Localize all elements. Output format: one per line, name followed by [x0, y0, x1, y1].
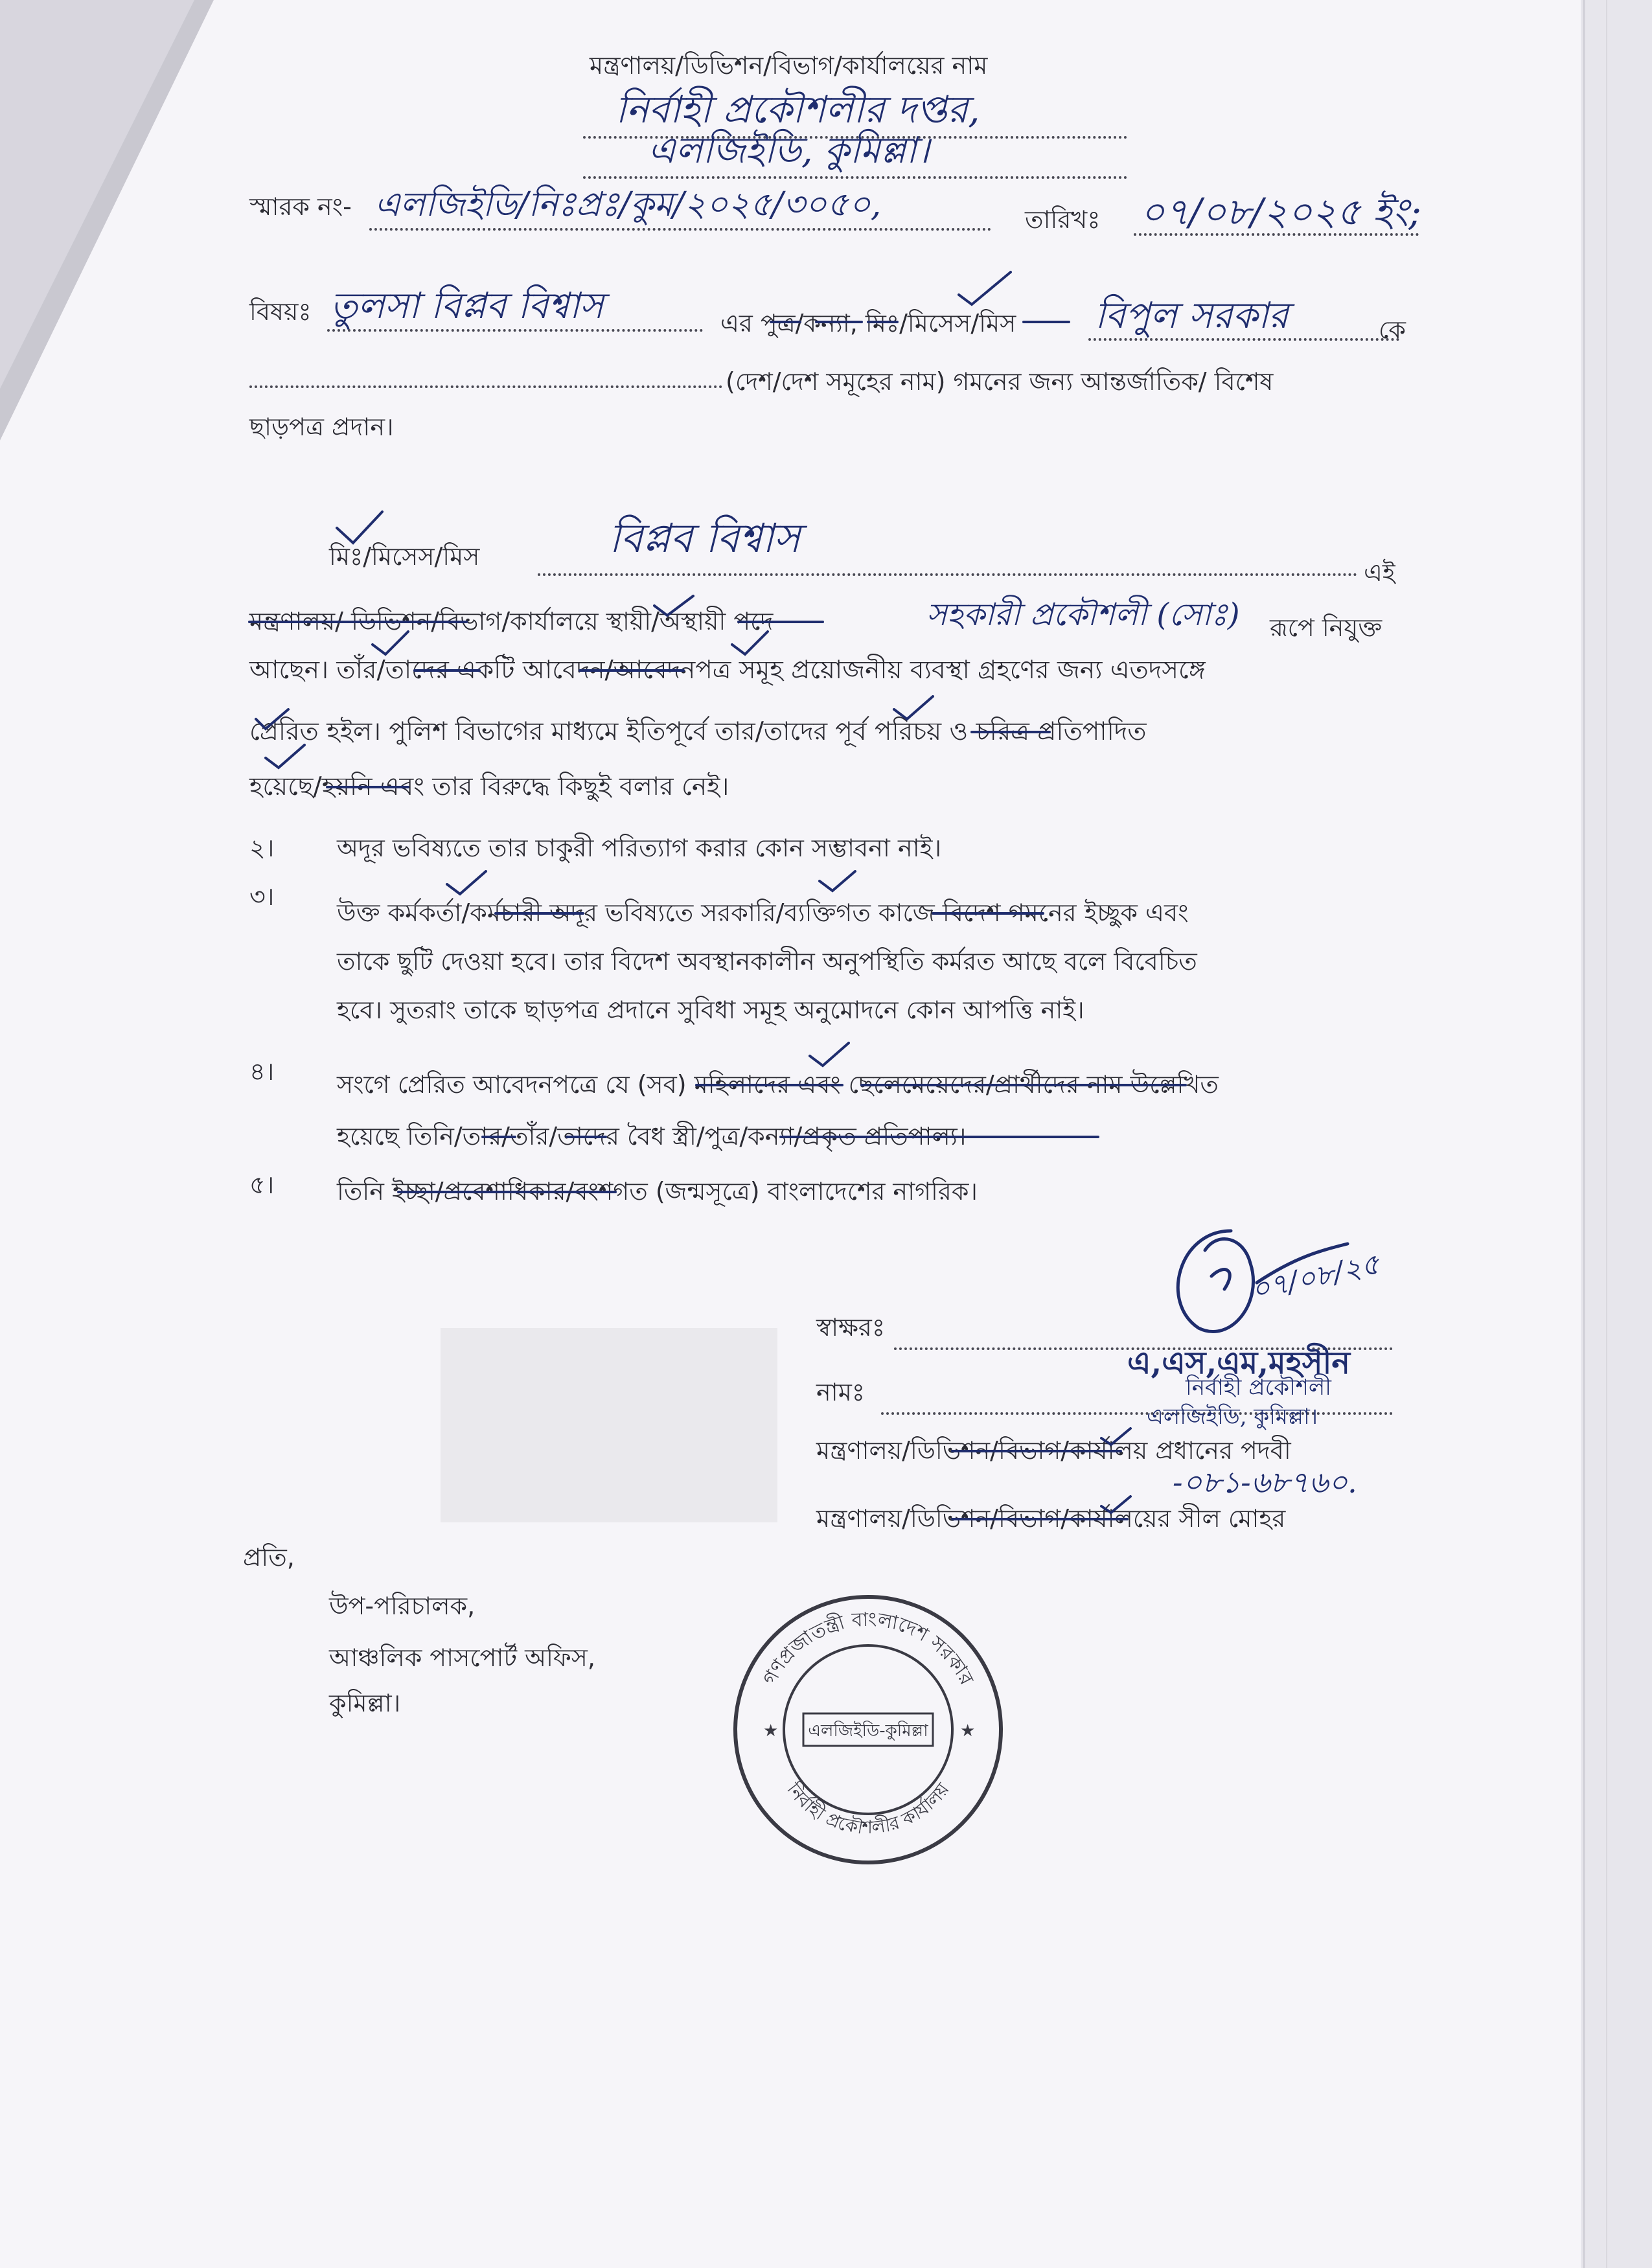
recipient-line1: উপ-পরিচালক,	[329, 1592, 476, 1620]
employee-name: বিপ্লব বিশ্বাস	[609, 514, 801, 562]
para1-line4: হয়েছে/হয়নি এবং তার বিরুদ্ধে কিছুই বলার নেই।	[249, 772, 729, 801]
item-3-line-3: হবে। সুতরাং তাকে ছাড়পত্র প্রদানে সুবিধা সমূহ অনুমোদনে কোন আপত্তি নাই।	[337, 996, 1084, 1024]
office-name-line2: এলজিইডি, কুমিল্লা।	[648, 130, 930, 172]
recipient-line3: কুমিল্লা।	[329, 1689, 401, 1717]
subject-label: বিষয়ঃ	[249, 297, 312, 326]
item-5-number: ৫।	[249, 1171, 275, 1199]
name-label: নামঃ	[816, 1378, 866, 1406]
title-label: মিঃ/মিসেস/মিস	[329, 542, 480, 571]
subject-person-name: বিপুল সরকার	[1095, 295, 1289, 337]
item-4-line-2: হয়েছে তিনি/তার/তাঁর/তাদের বৈধ স্ত্রী/পুত্র/কন্যা/প্রকৃত প্রতিপাল্য।	[337, 1122, 967, 1151]
subject-ke: কে	[1379, 315, 1406, 344]
subject-line2: (দেশ/দেশ সমূহের নাম) গমনের জন্য আন্তর্জাতিক/ বিশেষ	[726, 367, 1274, 396]
para1-line2: আছেন। তাঁর/তাদের একটি আবেদন/আবেদনপত্র সমূহ প্রয়োজনীয় ব্যবস্থা গ্রহণের জন্য এতদসঙ্গে	[249, 656, 1206, 685]
memo-date: ০৭/০৮/২০২৫ ইং;	[1140, 190, 1421, 234]
name-value: এ,এস,এম,মহসীন	[1127, 1345, 1351, 1381]
office-phone: -০৮১-৬৮৭৬০.	[1173, 1465, 1357, 1500]
sign-label: স্বাক্ষরঃ	[816, 1313, 886, 1342]
seal-bottom-text: নির্বাহী প্রকৌশলীর কার্যালয়	[783, 1778, 954, 1838]
seal-label: মন্ত্রণালয়/ডিভিশন/বিভাগ/কার্যালয়ের সীল মোহর	[816, 1504, 1286, 1533]
seal-star-left: ★	[763, 1721, 779, 1741]
item-3-line-2: তাকে ছুটি দেওয়া হবে। তার বিদেশ অবস্থানকালীন অনুপস্থিতি কর্মরত আছে বলে বিবেচিত	[337, 947, 1197, 976]
para1-line1-a: মন্ত্রণালয়/ ডিভিশন/বিভাগ/কার্যালয়ে স্থায়ী/অস্থায়ী পদে	[249, 607, 774, 636]
ei-word: এই	[1364, 558, 1395, 587]
office-label: মন্ত্রণালয়/ডিভিশন/বিভাগ/কার্যালয়ের নাম	[590, 51, 988, 80]
seal-top-text: গণপ্রজাতন্ত্রী বাংলাদেশ সরকার	[758, 1608, 978, 1689]
head-designation-label: মন্ত্রণালয়/ডিভিশন/বিভাগ/কার্যালয় প্রধানের পদবী	[816, 1436, 1291, 1465]
office-name-line1: নির্বাহী প্রকৌশলীর দপ্তর,	[615, 87, 980, 132]
subject-middle: এর পুত্র/কন্যা, মিঃ/মিসেস/মিস	[720, 309, 1016, 338]
recipient-line2: আঞ্চলিক পাসপোর্ট অফিস,	[329, 1644, 595, 1672]
item-4-line-1: সংগে প্রেরিত আবেদনপত্রে যে (সব) মহিলাদের এবং ছেলেমেয়েদের/প্রার্থীদের নাম উল্লেখিত	[337, 1070, 1219, 1099]
item-3-line-1: উক্ত কর্মকর্তা/কর্মচারী অদূর ভবিষ্যতে সরকারি/ব্যক্তিগত কাজে বিদেশ গমনের ইচ্ছুক এবং	[337, 899, 1189, 927]
item-2-line-1: অদূর ভবিষ্যতে তার চাকুরী পরিত্যাগ করার কোন সম্ভাবনা নাই।	[337, 834, 942, 862]
recipient-to-label: প্রতি,	[243, 1543, 295, 1572]
official-seal	[719, 1581, 1017, 1879]
stamp-office: এলজিইডি, কুমিল্লা।	[1147, 1404, 1318, 1430]
seal-star-right: ★	[960, 1721, 976, 1741]
para1-line1-b: রূপে নিযুক্ত	[1270, 613, 1382, 642]
item-5-line-1: তিনি ইচ্ছা/প্রবেশাধিকার/বংশগত (জন্মসূত্রে) বাংলাদেশের নাগরিক।	[337, 1177, 978, 1206]
sign-date: ০৭/০৮/২৫	[1248, 1247, 1383, 1307]
subject-father-name: তুলসা বিপ্লব বিশ্বাস	[330, 285, 604, 327]
subject-line3: ছাড়পত্র প্রদান।	[249, 413, 394, 441]
designation: সহকারী প্রকৌশলী (সোঃ)	[926, 597, 1240, 633]
para1-line3: প্রেরিত হইল। পুলিশ বিভাগের মাধ্যমে ইতিপূর্বে তার/তাদের পূর্ব পরিচয় ও চরিত্র প্রতিপাদিত	[249, 717, 1147, 746]
item-4-number: ৪।	[249, 1057, 275, 1086]
stamp-designation: নির্বাহী প্রকৌশলী	[1186, 1375, 1331, 1401]
memo-label: স্মারক নং-	[249, 192, 352, 221]
item-2-number: ২।	[249, 834, 275, 862]
memo-number: এলজিইডি/নিঃপ্রঃ/কুম/২০২৫/৩০৫০,	[374, 185, 882, 224]
seal-center-text: এলজিইডি-কুমিল্লা	[808, 1721, 928, 1741]
item-3-number: ৩।	[249, 882, 275, 911]
date-label: তারিখঃ	[1025, 205, 1101, 234]
